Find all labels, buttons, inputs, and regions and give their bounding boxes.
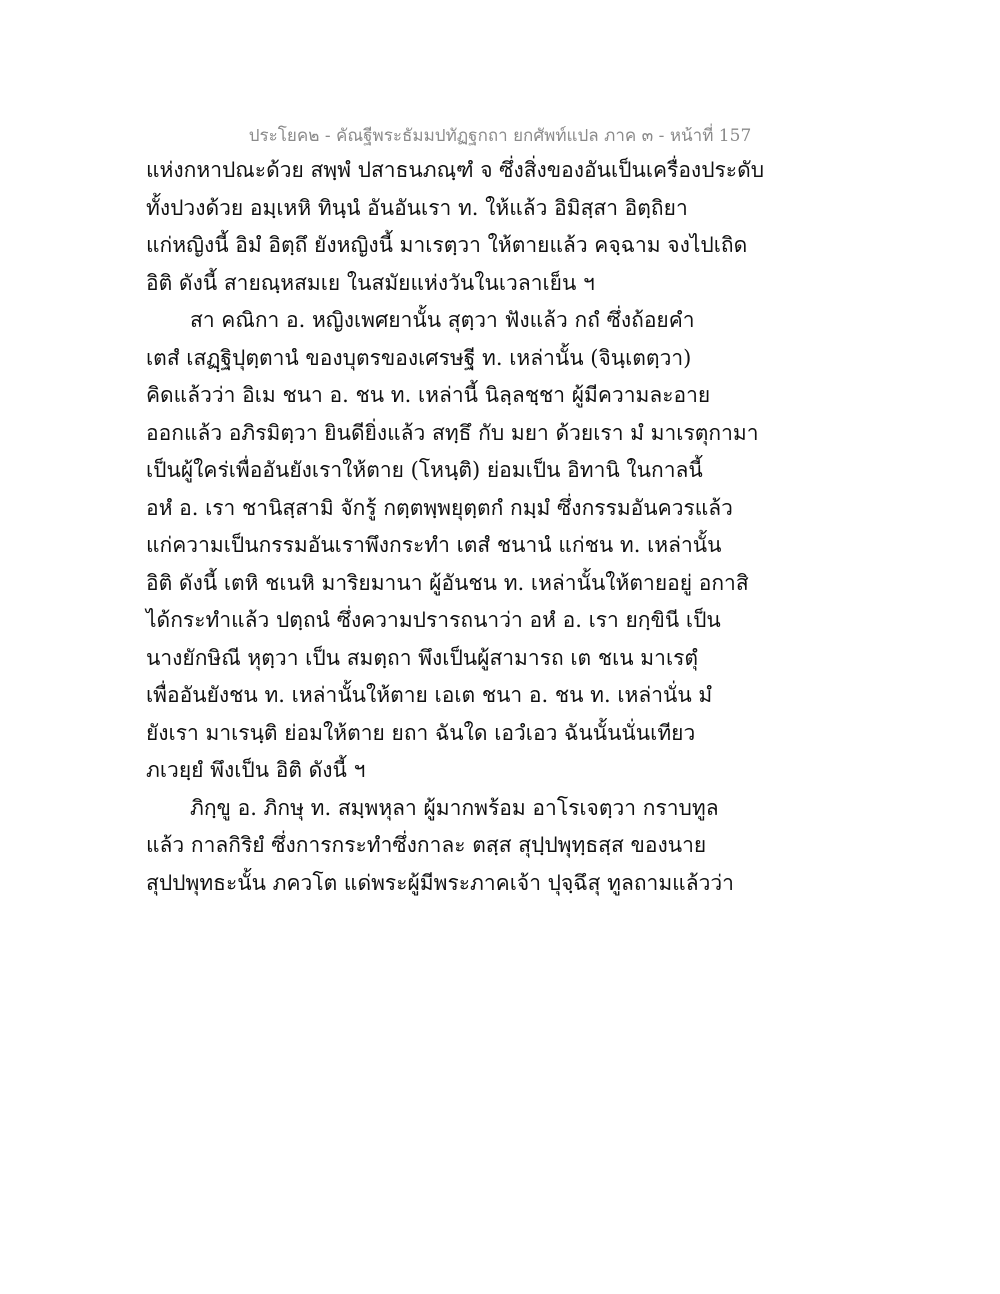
text-line: อหํ อ. เรา ชานิสฺสามิ จักรู้ กตฺตพฺพยุตฺตกํ กมฺมํ ซึ่งกรรมอันควรแล้ว bbox=[146, 495, 733, 520]
text-line: แก่หญิงนี้ อิมํ อิตฺถึ ยังหญิงนี้ มาเรตฺวา ให้ตายแล้ว คจฺฉาม จงไปเถิด bbox=[146, 233, 748, 257]
text-line: คิดแล้วว่า อิเม ชนา อ. ชน ท. เหล่านี้ นิลฺลชฺชา ผู้มีความละอาย bbox=[146, 383, 711, 407]
text-line: แล้ว กาลกิริยํ ซึ่งการกระทำซึ่งกาละ ตสฺส สุปฺปพุทฺธสฺส ของนาย bbox=[146, 833, 707, 857]
running-header: ประโยค๒ - คัณฐีพระธัมมปทัฏฐกถา ยกศัพท์แปล ภาค ๓ - หน้าที่ 157 bbox=[248, 126, 752, 146]
text-line: อิติ ดังนี้ เตหิ ชเนหิ มาริยมานา ผู้อันชน ท. เหล่านั้นให้ตายอยู่ อกาสิ bbox=[146, 570, 749, 595]
text-line: ยังเรา มาเรนฺติ ย่อมให้ตาย ยถา ฉันใด เอวํเอว ฉันนั้นนั่นเทียว bbox=[146, 720, 696, 745]
text-line: แก่ความเป็นกรรมอันเราพึงกระทำ เตสํ ชนานํ แก่ชน ท. เหล่านั้น bbox=[146, 533, 722, 557]
text-line: เป็นผู้ใคร่เพื่ออันยังเราให้ตาย (โหนฺติ) ย่อมเป็น อิทานิ ในกาลนี้ bbox=[146, 458, 703, 482]
text-line: เตสํ เสฏฺฐิปุตฺตานํ ของบุตรของเศรษฐี ท. เหล่านั้น (จินฺเตตฺวา) bbox=[146, 345, 692, 370]
text-line: ทั้งปวงด้วย อมฺเหหิ ทินฺนํ อันอันเรา ท. ให้แล้ว อิมิสฺสา อิตฺถิยา bbox=[146, 195, 688, 220]
paragraph-start-line: ภิกฺขู อ. ภิกษุ ท. สมฺพหุลา ผู้มากพร้อม อาโรเจตฺวา กราบทูล bbox=[190, 795, 719, 820]
body-text bbox=[146, 152, 786, 902]
text-line: ออกแล้ว อภิรมิตฺวา ยินดียิ่งแล้ว สทฺธึ กับ มยา ด้วยเรา มํ มาเรตุกามา bbox=[146, 420, 759, 445]
text-line: แห่งกหาปณะด้วย สพฺพํ ปสาธนภณฺฑํ จ ซึ่งสิ่งของอันเป็นเครื่องประดับ bbox=[146, 158, 765, 182]
text-line: อิติ ดังนี้ สายณฺหสมเย ในสมัยแห่งวันในเวลาเย็น ฯ bbox=[146, 270, 595, 295]
paragraph-start-line: สา คณิกา อ. หญิงเพศยานั้น สุตฺวา ฟังแล้ว กถํ ซึ่งถ้อยคำ bbox=[190, 308, 695, 332]
text-line: เพื่ออันยังชน ท. เหล่านั้นให้ตาย เอเต ชนา อ. ชน ท. เหล่านั่น มํ bbox=[146, 683, 713, 707]
text-line: ภเวยฺยํ พึงเป็น อิติ ดังนี้ ฯ bbox=[146, 758, 366, 782]
text-line: สุปปพุทธะนั้น ภควโต แด่พระผู้มีพระภาคเจ้า ปุจฺฉึสุ ทูลถามแล้วว่า bbox=[146, 870, 734, 895]
text-line: ได้กระทำแล้ว ปตฺถนํ ซึ่งความปรารถนาว่า อหํ อ. เรา ยกฺขินี เป็น bbox=[146, 608, 721, 632]
text-line: นางยักษิณี หุตฺวา เป็น สมตฺถา พึงเป็นผู้สามารถ เต ชเน มาเรตุํ bbox=[146, 645, 699, 670]
